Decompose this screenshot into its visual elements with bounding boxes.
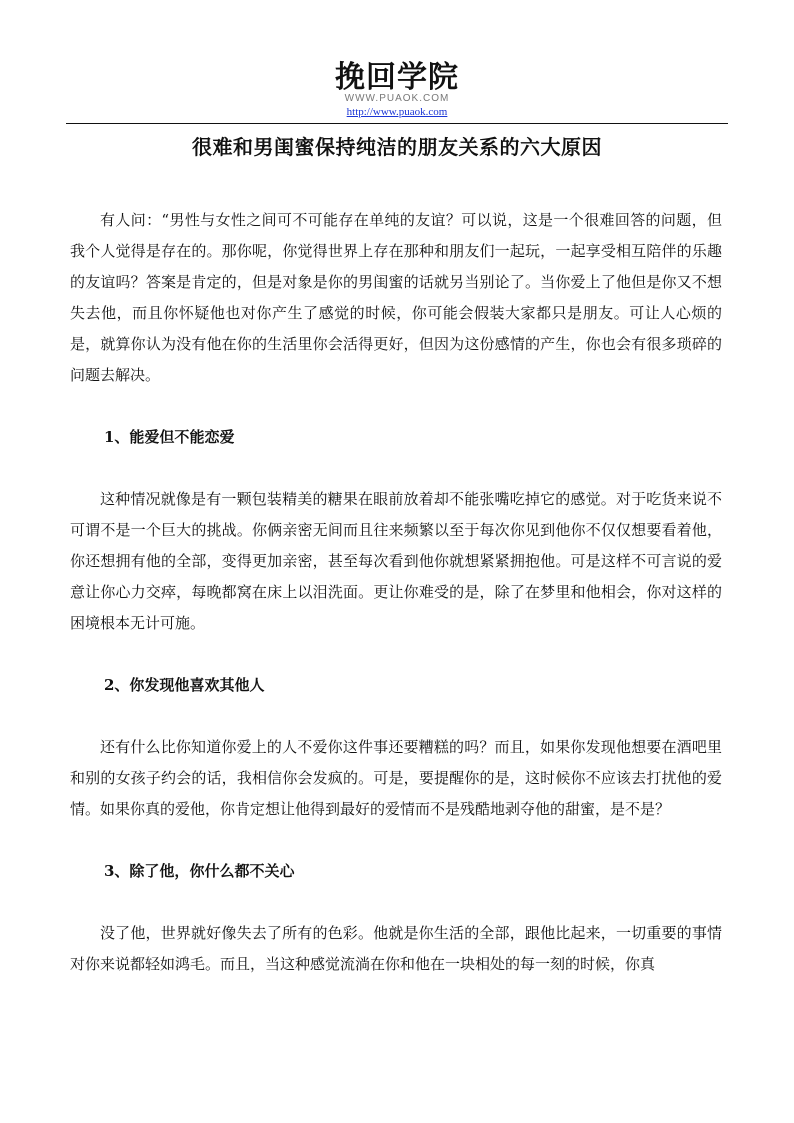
document-body <box>70 205 722 980</box>
section-paragraph-1: 这种情况就像是有一颗包装精美的糖果在眼前放着却不能张嘴吃掉它的感觉。对于吃货来说不可谓不是一个巨大的挑战。你俩亲密无间而且往来频繁以至于每次你见到他你不仅仅想要看着他，你还想拥有他的全部，变得更加亲密，甚至每次看到他你就想紧紧拥抱他。可是这样不可言说的爱意让你心力交瘁，每晚都窝在床上以泪洗面。更让你难受的是，除了在梦里和他相会，你对这样的困境根本无计可施。 <box>70 490 722 632</box>
document-title: 很难和男闺蜜保持纯洁的朋友关系的六大原因 <box>192 135 602 159</box>
header-divider <box>66 123 728 124</box>
section-paragraph-3: 没了他，世界就好像失去了所有的色彩。他就是你生活的全部，跟他比起来，一切重要的事情对你来说都轻如鸿毛。而且，当这种感觉流淌在你和他在一块相处的每一刻的时候，你真 <box>70 924 722 973</box>
section-heading-1: 1、能爱但不能恋爱 <box>104 428 235 446</box>
site-logo-domain: WWW.PUAOK.COM <box>344 93 450 104</box>
section-heading-2: 2、你发现他喜欢其他人 <box>104 676 265 694</box>
section-heading-3: 3、除了他，你什么都不关心 <box>104 862 295 880</box>
site-logo: 挽回学院 <box>335 60 459 95</box>
section-paragraph-2: 还有什么比你知道你爱上的人不爱你这件事还要糟糕的吗？而且，如果你发现他想要在酒吧里和别的女孩子约会的话，我相信你会发疯的。可是，要提醒你的是，这时候你不应该去打扰他的爱情。如果你真的爱他，你肯定想让他得到最好的爱情而不是残酷地剥夺他的甜蜜，是不是？ <box>70 738 722 818</box>
intro-paragraph: 有人问：“男性与女性之间可不可能存在单纯的友谊？可以说，这是一个很难回答的问题，但我个人觉得是存在的。那你呢，你觉得世界上存在那种和朋友们一起玩，一起享受相互陪伴的乐趣的友谊吗？答案是肯定的，但是对象是你的男闺蜜的话就另当别论了。当你爱上了他但是你又不想失去他，而且你怀疑他也对你产生了感觉的时候，你可能会假装大家都只是朋友。可让人心烦的是，就算你认为没有他在你的生活里你会活得更好，但因为这份感情的产生，你也会有很多琐碎的问题去解决。 <box>70 211 722 384</box>
site-header <box>0 62 794 119</box>
site-link[interactable]: http://www.puaok.com <box>346 106 448 118</box>
